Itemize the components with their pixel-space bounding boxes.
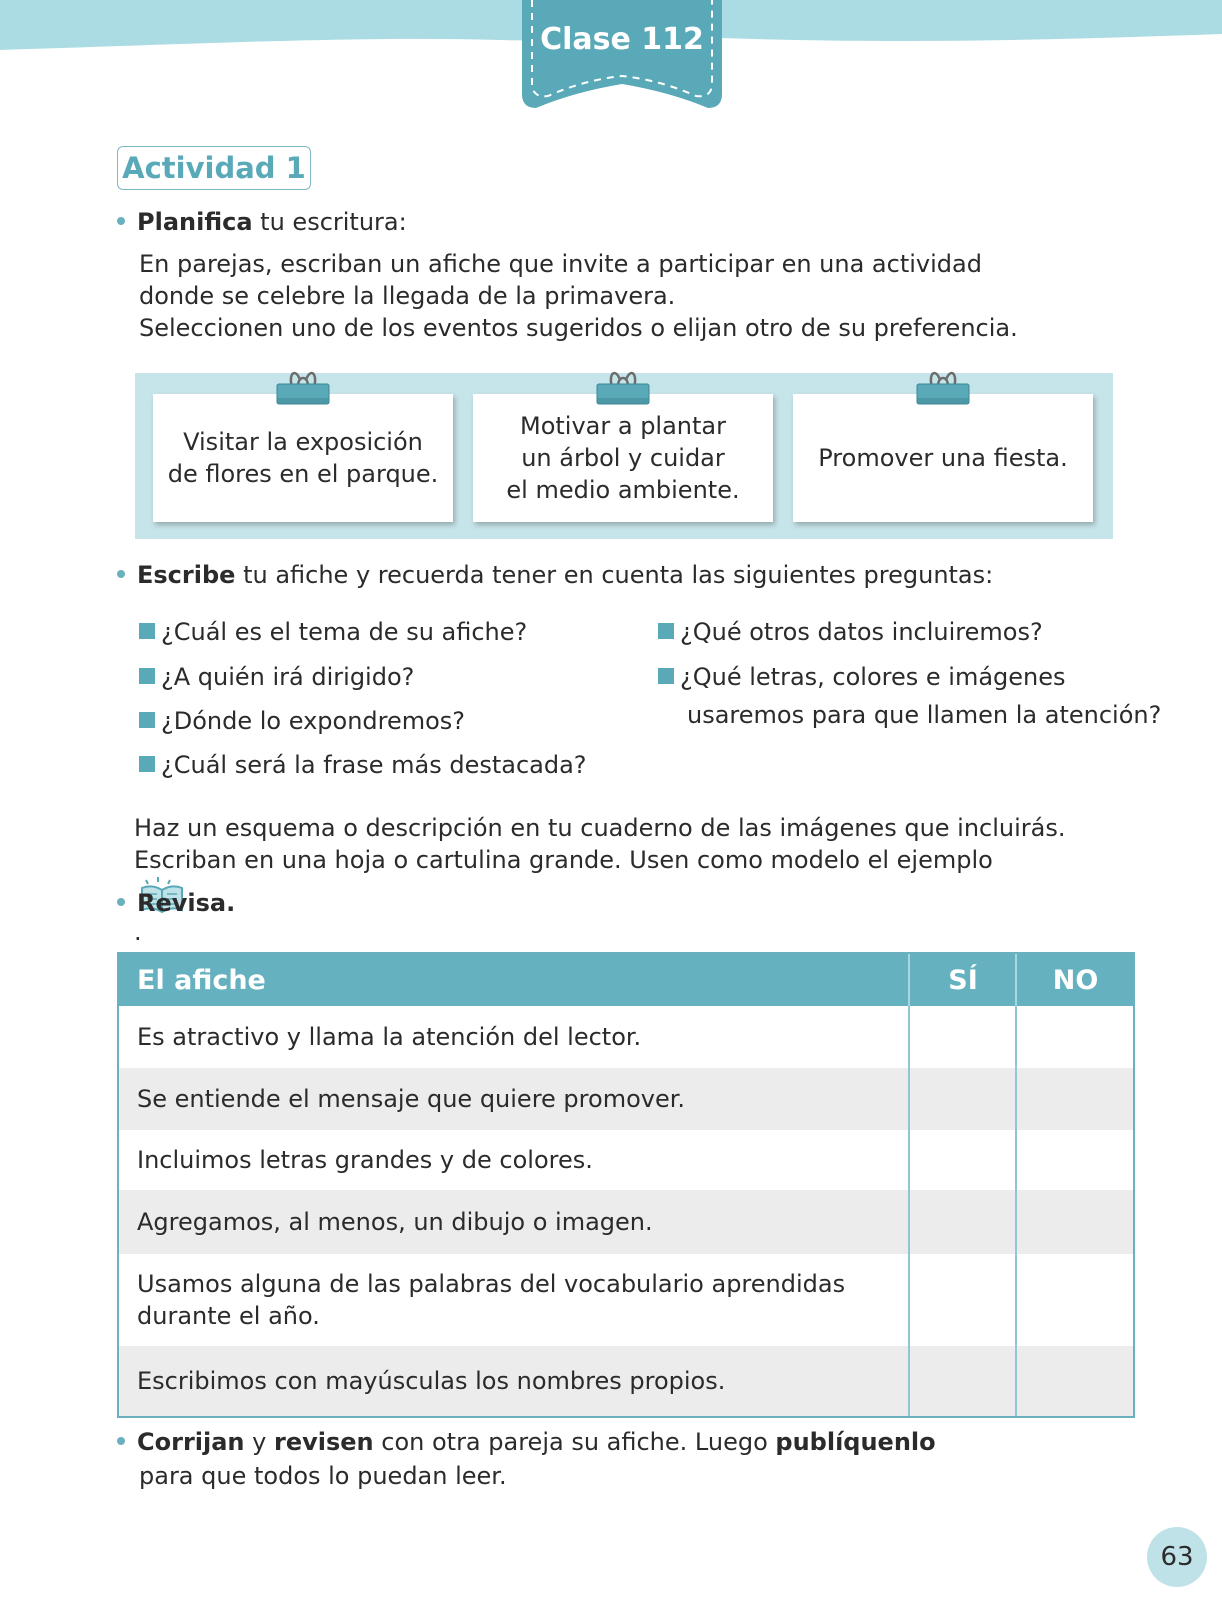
bullet-dot	[117, 898, 125, 906]
binder-clip-icon	[594, 366, 652, 408]
header-divider	[1015, 954, 1017, 1006]
row-text: Agregamos, al menos, un dibujo o imagen.	[137, 1208, 653, 1236]
square-bullet-icon	[139, 756, 155, 772]
page-number: 63	[1147, 1527, 1207, 1587]
header-divider	[908, 954, 910, 1006]
plan-bold: Planifica	[137, 208, 253, 236]
column-divider	[1015, 954, 1017, 1416]
binder-clip-icon	[914, 366, 972, 408]
plan-heading	[117, 208, 407, 236]
square-bullet-icon	[139, 712, 155, 728]
final-line-2: para que todos lo puedan leer.	[139, 1462, 507, 1490]
plan-line: Seleccionen uno de los eventos sugeridos o elijan otro de su preferencia.	[139, 314, 1018, 342]
event-line: Promover una fiesta.	[818, 444, 1068, 472]
bullet-dot	[117, 217, 125, 225]
table-row	[119, 1254, 1133, 1346]
row-text: Se entiende el mensaje que quiere promover.	[137, 1085, 686, 1113]
square-bullet-icon	[658, 668, 674, 684]
header-no: NO	[1052, 965, 1099, 996]
column-divider	[908, 954, 910, 1416]
bullet-dot	[117, 1437, 125, 1445]
plan-rest: tu escritura:	[252, 208, 407, 236]
event-line: Visitar la exposición	[183, 428, 423, 456]
plan-instructions	[139, 248, 1018, 344]
row-text: Incluimos letras grandes y de colores.	[137, 1146, 593, 1174]
write-note	[134, 812, 1066, 948]
question-item-continuation: usaremos para que llamen la atención?	[687, 701, 1162, 729]
event-card-exposicion	[153, 394, 453, 522]
question-item: ¿Qué otros datos incluiremos?	[658, 617, 1043, 647]
event-line: el medio ambiente.	[506, 476, 740, 504]
square-bullet-icon	[139, 668, 155, 684]
question-item: ¿Cuál será la frase más destacada?	[139, 750, 587, 780]
binder-clip-icon	[274, 366, 332, 408]
plan-line: En parejas, escriban un afiche que invite a participar en una actividad	[139, 250, 982, 278]
header-si: SÍ	[948, 965, 978, 996]
class-title: Clase 112	[540, 22, 704, 57]
bullet-dot	[117, 570, 125, 578]
event-line: de flores en el parque.	[167, 460, 439, 488]
table-row	[119, 1130, 1133, 1190]
question-item: ¿Cuál es el tema de su afiche?	[139, 617, 527, 647]
review-heading	[117, 889, 235, 917]
question-item: ¿Qué letras, colores e imágenes	[658, 662, 1066, 692]
table-row	[119, 1006, 1133, 1068]
note-line: Escriban en una hoja o cartulina grande. Usen como modelo el ejemplo .	[134, 846, 993, 946]
square-bullet-icon	[658, 623, 674, 639]
row-text: Escribimos con mayúsculas los nombres propios.	[137, 1367, 726, 1395]
header-afiche: El afiche	[137, 965, 266, 996]
event-card-fiesta	[793, 394, 1093, 522]
square-bullet-icon	[139, 623, 155, 639]
event-line: Motivar a plantar	[519, 412, 726, 440]
write-heading	[117, 561, 993, 589]
plan-line: donde se celebre la llegada de la primavera.	[139, 282, 676, 310]
row-text: Es atractivo y llama la atención del lector.	[137, 1023, 642, 1051]
activity-title: Actividad 1	[117, 146, 311, 190]
table-header	[119, 954, 1133, 1006]
write-rest: tu afiche y recuerda tener en cuenta las siguientes preguntas:	[235, 561, 994, 589]
question-item: ¿A quién irá dirigido?	[139, 662, 414, 692]
review-label: Revisa.	[137, 889, 236, 917]
final-instruction: Corrijan y revisen con otra pareja su afiche. Luego publíquenlo	[117, 1428, 936, 1456]
table-row	[119, 1068, 1133, 1130]
table-row	[119, 1346, 1133, 1416]
question-item: ¿Dónde lo expondremos?	[139, 706, 465, 736]
review-table	[117, 952, 1135, 1418]
event-card-arbol	[473, 394, 773, 522]
write-bold: Escribe	[137, 561, 236, 589]
event-line: un árbol y cuidar	[521, 444, 725, 472]
table-row	[119, 1190, 1133, 1254]
note-line: Haz un esquema o descripción en tu cuaderno de las imágenes que incluirás.	[134, 814, 1066, 842]
row-text: Usamos alguna de las palabras del vocabulario aprendidas durante el año.	[137, 1270, 846, 1330]
